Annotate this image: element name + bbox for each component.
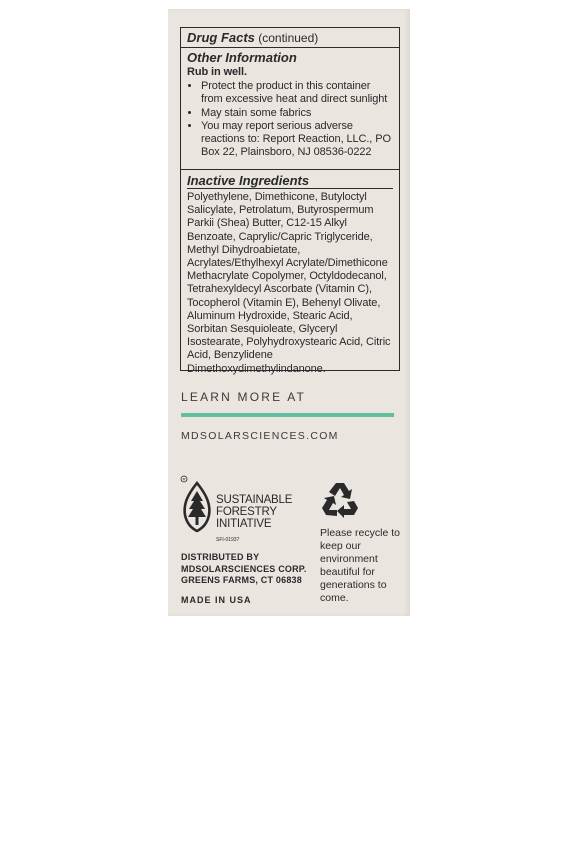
recycle-message: Please recycle to keep our environment beautiful for generations to come. <box>320 527 400 604</box>
inactive-ingredients-text: Polyethylene, Dimethicone, Butyloctyl Salicylate, Petrolatum, Butyrospermum Parkii (Shea) Butter, C12-15 Alkyl Benzoate, Caprylic/Capric Triglyceride, Methyl Dihydroabietate, Acrylates/Ethylhexyl Acrylate/Dimethicone Methacrylate Copolymer, Octyldodecanol, Tetrahexyldecyl Ascorbate (Vitamin C), Tocopherol (Vitamin E), Behenyl Olivate, Aluminum Hydroxide, Stearic Acid, Sorbitan Sesquioleate, Glyceryl Isostearate, Polyhydroxystearic Acid, Citric Acid, Benzylidene Dimethoxydimethylindanone. <box>187 191 391 375</box>
drug-facts-title: Drug Facts <box>187 30 255 45</box>
product-box-back <box>168 9 410 616</box>
other-info-item: • You may report serious adverse reactions to: Report Reaction, LLC., PO Box 22, Plainsboro, NJ 08536-0222 <box>201 120 393 160</box>
other-info-item: • Protect the product in this container from excessive heat and direct sunlight <box>201 80 393 106</box>
inactive-ingredients-panel <box>180 169 400 375</box>
recycle-icon <box>320 479 360 519</box>
distributor-line: DISTRIBUTED BY <box>181 552 260 562</box>
sfi-line: FORESTRY <box>216 506 277 518</box>
learn-more-label: LEARN MORE AT <box>181 390 307 404</box>
sfi-line: SUSTAINABLE <box>216 494 293 506</box>
svg-text:R: R <box>182 476 186 482</box>
website-url: MDSOLARSCIENCES.COM <box>181 430 339 442</box>
drug-facts-other-info-panel <box>180 27 400 173</box>
other-info-list <box>187 80 393 159</box>
sfi-tree-logo-icon <box>180 475 214 537</box>
made-in-label: MADE IN USA <box>181 595 252 605</box>
distributor-info <box>181 552 307 587</box>
drug-facts-header <box>181 28 399 48</box>
distributor-line: MDSOLARSCIENCES CORP. <box>181 563 307 574</box>
sfi-line: INITIATIVE <box>216 518 272 530</box>
accent-divider <box>181 413 394 417</box>
sfi-label <box>216 494 292 530</box>
sfi-code: SFI-01937 <box>216 537 240 543</box>
other-info-item: • May stain some fabrics <box>201 107 393 120</box>
distributor-line: GREENS FARMS, CT 06838 <box>181 575 302 585</box>
inactive-ingredients-title: Inactive Ingredients <box>187 173 310 188</box>
drug-facts-continued: (continued) <box>254 31 319 45</box>
rub-in-text: Rub in well. <box>187 66 247 78</box>
other-info-title: Other Information <box>187 50 297 65</box>
